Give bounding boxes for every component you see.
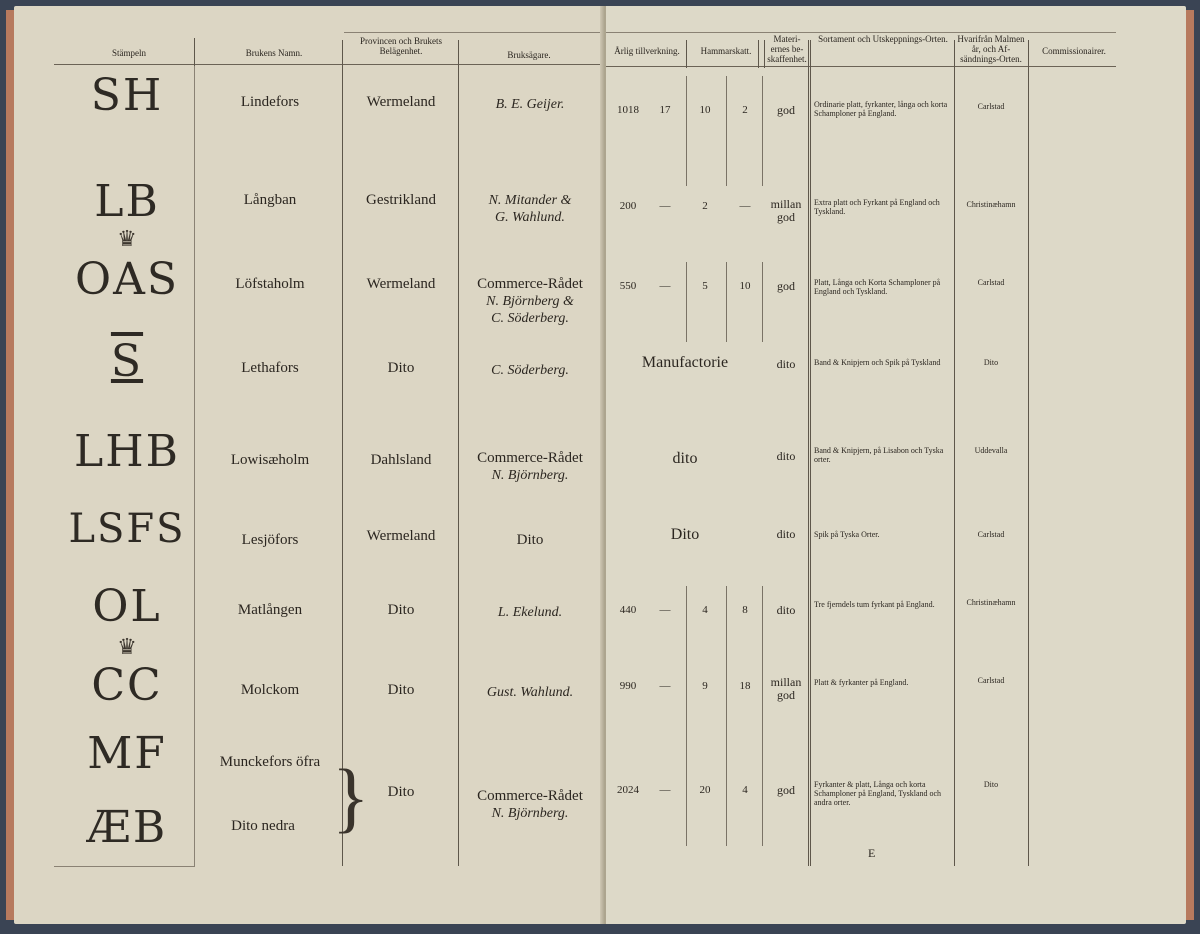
port: Uddevalla [974, 446, 1008, 455]
works-name: Långban [243, 192, 297, 208]
tax-value: 4 [742, 784, 748, 796]
stamp-mark: MF [87, 728, 167, 779]
province: Dito [387, 602, 415, 618]
province: Wermeland [366, 528, 436, 544]
column-rule [810, 40, 811, 866]
tax-value: 10 [739, 280, 751, 292]
tax-value: — [659, 680, 671, 692]
province: Wermeland [366, 94, 436, 110]
owner-line: Gust. Wahlund. [486, 685, 574, 700]
works-name: Matlången [237, 602, 303, 618]
crown-icon: ♛ [117, 226, 137, 251]
owner [460, 684, 600, 701]
tax-value: 2 [702, 200, 708, 212]
port: Carlstad [977, 676, 1005, 685]
column-rule [762, 262, 763, 342]
header-province: Provincen och Brukets Belägenhet. [360, 36, 442, 56]
owner-line: N. Björnberg & [486, 294, 574, 309]
column-rule [342, 40, 343, 866]
quality-line: millan [770, 675, 802, 689]
owner [460, 96, 600, 113]
column-rule [726, 586, 727, 846]
quality-line: god [777, 279, 795, 293]
quality [764, 450, 808, 463]
header-material: Materi-ernes be-skaffenhet. [767, 34, 807, 64]
owner-line: C. Söderberg. [491, 363, 569, 378]
top-rule [344, 32, 604, 33]
header-hammer-tax: Hammarskatt. [700, 46, 752, 56]
column-rule [726, 262, 727, 342]
stamp-mark: S [110, 336, 144, 387]
quality [764, 198, 808, 224]
owner-line: Dito [516, 532, 544, 548]
stamp-mark: OL [92, 581, 162, 632]
column-rule [762, 586, 763, 846]
header-assortment: Sortament och Utskeppnings-Orten. [818, 34, 948, 44]
quality [764, 604, 808, 617]
tax-value: — [739, 200, 751, 212]
header-rule [606, 66, 1116, 67]
quality [764, 784, 808, 797]
stamp-mark: LB [94, 176, 160, 227]
owner-line: L. Ekelund. [497, 605, 563, 620]
crown-icon: ♛ [117, 634, 137, 659]
owner-line: N. Björnberg. [491, 468, 569, 483]
quality [764, 104, 808, 117]
tax-value: 18 [739, 680, 751, 692]
column-rule [762, 76, 763, 186]
province: Dahlsland [370, 452, 432, 468]
port: Carlstad [977, 278, 1005, 287]
column-rule [954, 40, 955, 866]
works-name: Lesjöfors [241, 532, 299, 548]
annual-value: 1018 [617, 104, 639, 116]
column-rule [686, 76, 687, 186]
quality [764, 280, 808, 293]
page-signature: E [868, 846, 876, 860]
quality-line: god [777, 783, 795, 797]
quality [764, 358, 808, 371]
tax-value: 2 [742, 104, 748, 116]
tax-value: 8 [742, 604, 748, 616]
annual-value: 200 [619, 200, 637, 212]
tax-value: — [659, 784, 671, 796]
stamp-mark: ÆB [86, 802, 168, 853]
owner [460, 788, 600, 822]
annual-value: 2024 [617, 784, 639, 796]
port: Dito [983, 780, 999, 789]
assortment: Tre fjerndels tum fyrkant på England. [814, 600, 935, 609]
owner-line: Commerce-Rådet [477, 788, 583, 804]
quality [764, 676, 808, 702]
owner [460, 192, 600, 226]
left-page [14, 6, 604, 924]
port: Carlstad [977, 530, 1005, 539]
column-rule [458, 40, 459, 866]
quality-line: dito [776, 603, 796, 617]
column-rule [726, 76, 727, 186]
owner-line: Commerce-Rådet [477, 276, 583, 292]
tax-value: 9 [702, 680, 708, 692]
owner [460, 276, 600, 327]
owner [460, 362, 600, 379]
port: Christinæhamn [966, 200, 1016, 209]
owner-line: G. Wahlund. [495, 210, 565, 225]
works-name: Lethafors [241, 360, 299, 376]
right-page [606, 6, 1186, 924]
header-rule [54, 64, 604, 65]
owner-line: N. Björnberg. [491, 806, 569, 821]
tax-value: — [659, 200, 671, 212]
owner-line: B. E. Geijer. [495, 97, 565, 112]
stamp-mark: LHB [74, 426, 180, 477]
assortment: Fyrkanter & platt, Långa och korta Schamploner på England, Tyskland och andra orter. [814, 780, 942, 807]
quality-line: god [777, 103, 795, 117]
owner [460, 450, 600, 484]
province: Dito [387, 784, 415, 800]
column-rule [686, 586, 687, 846]
column-rule [194, 38, 195, 68]
manufactory-note: Dito [670, 526, 700, 543]
works-name: Molckom [240, 682, 300, 698]
works-name: Munckefors öfra [219, 754, 321, 770]
stamp-mark: OAS [75, 254, 179, 305]
port: Christinæhamn [966, 598, 1016, 607]
column-rule [1028, 40, 1029, 866]
owner [460, 604, 600, 621]
owner-line: Commerce-Rådet [477, 450, 583, 466]
header-from-where: Hvarifrån Malmen år, och Af-sändnings-Orten. [957, 34, 1025, 64]
works-name: Dito nedra [231, 818, 295, 834]
tax-value: 17 [659, 104, 671, 116]
owner-line: C. Söderberg. [491, 311, 569, 326]
assortment: Spik på Tyska Orter. [814, 530, 880, 539]
brace: } [332, 753, 370, 840]
works-name: Lowisæholm [230, 452, 310, 468]
header-works-name: Brukens Namn. [245, 48, 303, 58]
quality [764, 528, 808, 541]
assortment: Ordinarie platt, fyrkanter, långa och korta Schamploner på England. [814, 100, 948, 118]
stamp-mark: CC [91, 660, 163, 711]
column-rule [686, 40, 687, 68]
header-owner: Bruksägare. [507, 50, 551, 60]
port: Carlstad [977, 102, 1005, 111]
column-rule [764, 40, 765, 68]
province: Wermeland [366, 276, 436, 292]
assortment: Band & Knipjern, på Lisabon och Tyska orter. [814, 446, 944, 464]
quality-line: dito [776, 449, 796, 463]
top-rule [606, 32, 1116, 33]
stamp-mark: LSFS [68, 506, 186, 552]
province: Dito [387, 682, 415, 698]
assortment: Platt & fyrkanter på England. [814, 678, 909, 687]
annual-value: 990 [619, 680, 637, 692]
quality-line: god [777, 210, 795, 224]
owner [460, 532, 600, 549]
tax-value: 4 [702, 604, 708, 616]
annual-value: 440 [619, 604, 637, 616]
tax-value: 20 [699, 784, 711, 796]
owner-line: N. Mitander & [488, 193, 572, 208]
manufactory-note: Manufactorie [641, 354, 729, 371]
assortment: Band & Knipjern och Spik på Tyskland [814, 358, 941, 367]
works-name: Lindefors [240, 94, 300, 110]
tax-value: — [659, 280, 671, 292]
annual-value: 550 [619, 280, 637, 292]
stamp-mark: SH [90, 70, 164, 121]
header-annual: Årlig tillverkning. [614, 46, 680, 56]
assortment: Extra platt och Fyrkant på England och Tyskland. [814, 198, 940, 216]
province: Dito [387, 360, 415, 376]
header-commission: Commissionairer. [1042, 46, 1106, 56]
quality-line: god [777, 688, 795, 702]
column-rule [686, 262, 687, 342]
assortment: Platt, Långa och Korta Schamploner på England och Tyskland. [814, 278, 941, 296]
tax-value: 10 [699, 104, 711, 116]
port: Dito [983, 358, 999, 367]
column-rule [808, 40, 809, 866]
manufactory-note: dito [672, 450, 698, 467]
quality-line: millan [770, 197, 802, 211]
works-name: Löfstaholm [235, 276, 305, 292]
tax-value: — [659, 604, 671, 616]
quality-line: dito [776, 527, 796, 541]
header-stamp: Stämpeln [112, 48, 146, 58]
quality-line: dito [776, 357, 796, 371]
province: Gestrikland [366, 192, 436, 208]
tax-value: 5 [702, 280, 708, 292]
